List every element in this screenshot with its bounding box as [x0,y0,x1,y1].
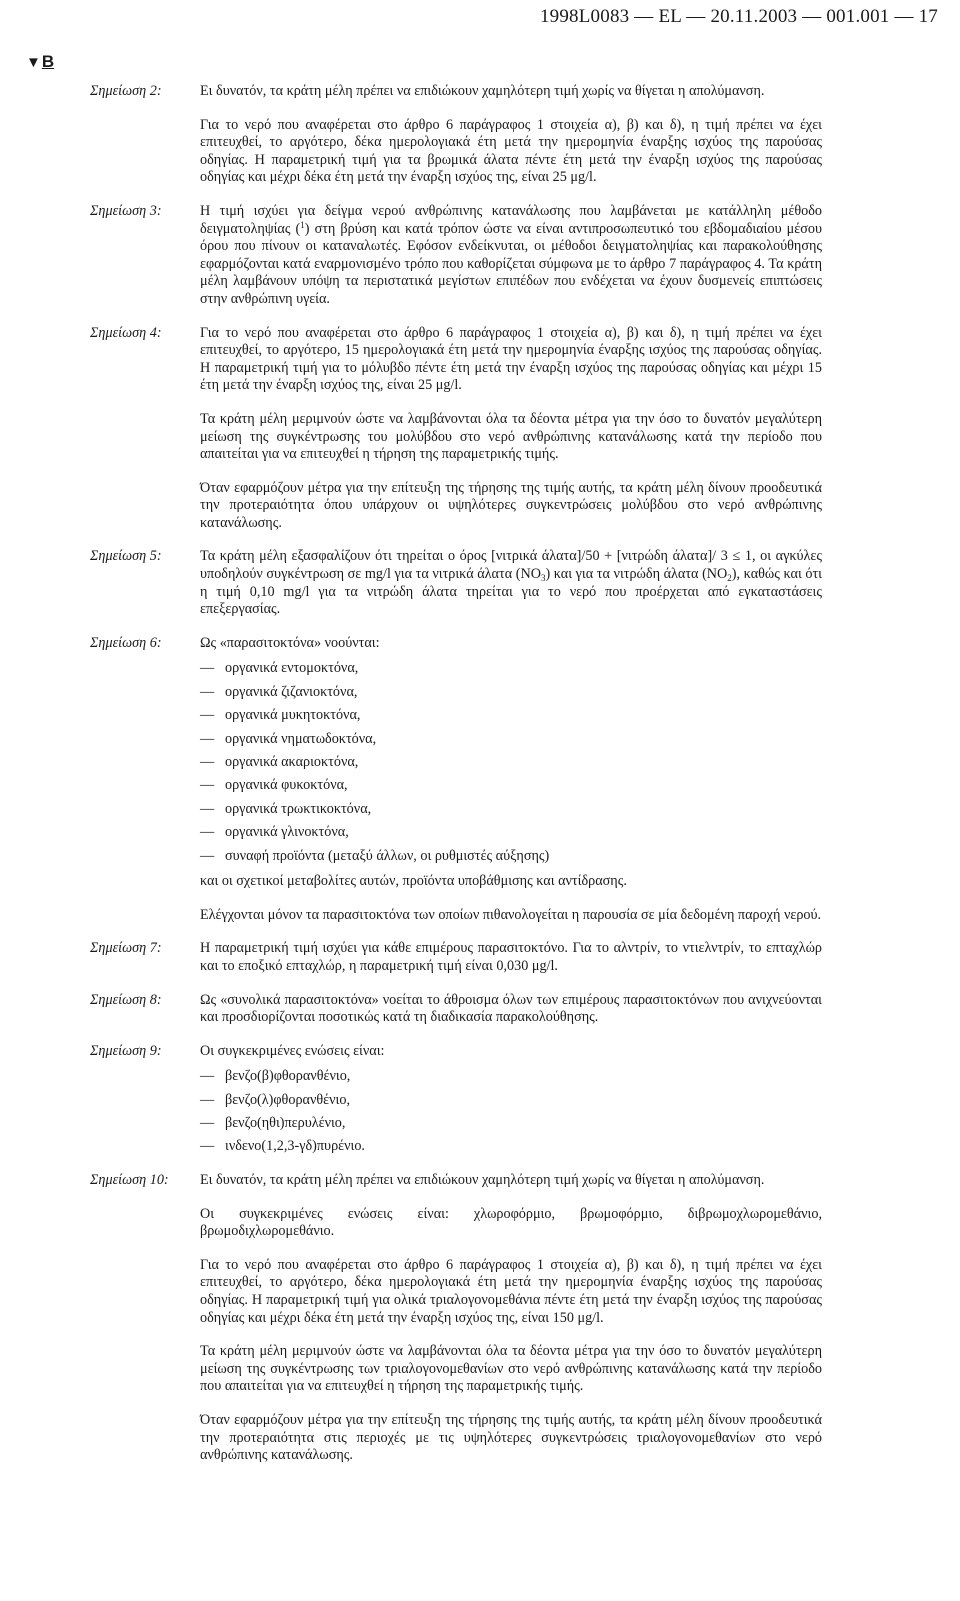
paragraph: και οι σχετικοί μεταβολίτες αυτών, προϊόντα υποβάθμισης και αντίδρασης. [200,873,627,890]
notes-section [0,83,960,1481]
note-body [200,203,822,309]
note-body [200,548,822,618]
list-item-text: οργανικά φυκοκτόνα, [225,777,348,794]
compound-list [200,1068,822,1156]
note-label: Σημείωση 2: [90,83,162,99]
note-2 [0,83,960,187]
text-run: ) στη βρύση και κατά τρόπον ώστε να είναι αντιπροσωπευτικό του εβδομαδιαίου μέσου όρου που πίνουν οι καταναλωτές. Εφόσον ενδείκνυται, οι μέθοδοι δειγματοληψίας και παρακολούθησης εφαρμόζονται κατά εναρμονισμένο τρόπο που καθορίζεται σύμφωνα με το άρθρο 7 παράγραφος 4. Τα κράτη μέλη λαμβάνουν υπόψη τα περιστατικά μεγίστων επιπέδων που ενδέχεται να έχουν δυσμενείς επιπτώσεις στην ανθρώπινη υγεία. [200,220,823,307]
note-body [200,1172,822,1465]
note-body [200,635,822,925]
text-run: ) και για τα νιτρώδη άλατα (NO [545,566,728,583]
note-6 [0,635,960,925]
subscript: 2 [727,573,732,584]
dash-bullet: — [200,1115,215,1132]
dash-bullet: — [200,707,215,724]
list-item [200,1092,822,1110]
dash-bullet: — [200,1138,215,1155]
list-item-text: οργανικά νηματωδοκτόνα, [225,730,377,747]
paragraph: Όταν εφαρμόζουν μέτρα για την επίτευξη της τήρησης της τιμής αυτής, τα κράτη μέλη δίνουν προοδευτικά την προτεραιότητα όπου υπάρχουν οι υψηλότερες συγκεντρώσεις μολύβδου στο νερό ανθρώπινης κατανάλωσης. [200,479,822,531]
paragraph [200,203,822,309]
note-label: Σημείωση 9: [90,1042,162,1059]
paragraph: Ει δυνατόν, τα κράτη μέλη πρέπει να επιδιώκουν χαμηλότερη τιμή χωρίς να θίγεται η απολύμανση. [200,1172,765,1189]
note-4 [0,325,960,533]
paragraph [200,548,822,618]
dash-bullet: — [200,754,215,770]
note-body [200,992,822,1027]
dash-bullet: — [200,730,215,747]
note-label: Σημείωση 3: [90,202,162,219]
note-body [200,940,822,975]
note-label: Σημείωση 6: [90,634,162,651]
list-item [200,660,822,678]
marker-letter: B [41,52,55,71]
note-10 [0,1172,960,1465]
note-label: Σημείωση 10: [90,1172,169,1189]
dash-bullet: — [200,777,215,794]
paragraph: Οι συγκεκριμένες ενώσεις είναι: [200,1042,385,1059]
paragraph: Ως «παρασιτοκτόνα» νοούνται: [200,634,380,651]
list-item [200,731,822,749]
dash-bullet: — [200,847,215,864]
triangle-down-icon: ▼ [26,53,41,71]
list-item-text: οργανικά εντομοκτόνα, [225,660,359,677]
list-item-text: ινδενο(1,2,3-γδ)πυρένιο. [225,1138,365,1155]
list-item [200,848,822,866]
note-body [200,83,822,187]
note-body [200,1043,822,1156]
note-label: Σημείωση 5: [90,548,162,565]
list-item-text: οργανικά γλινοκτόνα, [225,824,349,841]
list-item [200,1115,822,1133]
paragraph: Τα κράτη μέλη μεριμνούν ώστε να λαμβάνονται όλα τα δέοντα μέτρα για την όσο το δυνατόν μεγαλύτερη μείωση της συγκέντρωσης του μολύβδου στο νερό ανθρώπινης κατανάλωσης κατά την περίοδο που απαιτείται για να επιτευχθεί η τήρηση της παραμετρικής τιμής. [200,410,822,463]
dash-bullet: — [200,1068,215,1085]
paragraph: Όταν εφαρμόζουν μέτρα για την επίτευξη της τήρησης της τιμής αυτής, τα κράτη μέλη δίνουν προοδευτικά την προτεραιότητα στις περιοχές με τις υψηλότερες συγκεντρώσεις τριαλογονομεθανίων στο νερό ανθρώπινης κατανάλωσης. [200,1412,822,1464]
dash-bullet: — [200,800,215,817]
paragraph: Για το νερό που αναφέρεται στο άρθρο 6 παράγραφος 1 στοιχεία α), β) και δ), η τιμή πρέπει να έχει επιτευχθεί, το αργότερο, δέκα ημερολογιακά έτη μετά την ημερομηνία έναρξης ισχύος της παρούσας οδηγίας. Η παραμετρική τιμή για ολικά τριαλογονομεθάνια πέντε έτη μετά την έναρξη ισχύος της παρούσας οδηγίας και μέχρι δέκα έτη μετά την έναρξη ισχύος της, είναι 150 μg/l. [200,1256,822,1326]
paragraph: Οι συγκεκριμένες ενώσεις είναι: χλωροφόρμιο, βρωμοφόρμιο, διβρωμοχλωρομεθάνιο, βρωμοδιχλωρομεθάνιο. [200,1205,822,1240]
pesticide-list [200,660,822,865]
list-item-text: συναφή προϊόντα (μεταξύ άλλων, οι ρυθμιστές αύξησης) [225,847,550,864]
list-item-text: οργανικά μυκητοκτόνα, [225,707,361,724]
note-label: Σημείωση 7: [90,940,162,957]
paragraph: Ως «συνολικά παρασιτοκτόνα» νοείται το άθροισμα όλων των επιμέρους παρασιτοκτόνων που ανιχνεύονται και προσδιορίζονται ποσοτικώς κατά τη διαδικασία παρακολούθησης. [200,991,822,1026]
list-item-text: οργανικά ζιζανιοκτόνα, [225,683,358,700]
list-item-text: βενζο(λ)φθορανθένιο, [225,1091,350,1108]
list-item-text: οργανικά τρωκτικοκτόνα, [225,800,372,817]
note-5 [0,548,960,618]
note-9 [0,1043,960,1156]
dash-bullet: — [200,683,215,700]
list-item-text: βενζο(β)φθορανθένιο, [225,1068,351,1085]
list-item [200,824,822,842]
paragraph: Ελέγχονται μόνον τα παρασιτοκτόνα των οποίων πιθανολογείται η παρουσία σε μία δεδομένη παροχή νερού. [200,906,822,923]
text-run: ), καθώς και ότι η τιμή 0,10 mg/l για τα νιτρώδη άλατα τηρείται για το νερό που προέρχεται από εγκαταστάσεις επεξεργασίας. [200,566,822,618]
subscript: 3 [540,573,546,584]
note-3 [0,203,960,309]
note-label: Σημείωση 4: [90,324,162,341]
paragraph: Η παραμετρική τιμή ισχύει για κάθε επιμέρους παρασιτοκτόνο. Για το αλντρίν, το ντιελντρίν, το επταχλώρ και το εποξικό επταχλώρ, η παραμετρική τιμή είναι 0,030 μg/l. [200,940,822,974]
paragraph: Τα κράτη μέλη μεριμνούν ώστε να λαμβάνονται όλα τα δέοντα μέτρα για την όσο το δυνατόν μεγαλύτερη μείωση της συγκέντρωσης των τριαλογονομεθανίων στο νερό ανθρώπινης κατανάλωσης κατά την περίοδο που απαιτείται για να επιτευχθεί η τήρηση της παραμετρικής τιμής. [200,1343,822,1395]
text-run: Η τιμή ισχύει για δείγμα νερού ανθρώπινης κατανάλωσης που λαμβάνεται με κατάλληλη μέθοδο δειγματοληψίας ( [200,202,822,237]
list-item [200,801,822,819]
note-7 [0,940,960,975]
text-run: Τα κράτη μέλη εξασφαλίζουν ότι τηρείται ο όρος [νιτρικά άλατα]/50 + [νιτρώδη άλατα]/ 3 ≤ 1, οι αγκύλες υποδηλούν συγκέντρωση σε mg/l για τα νιτρικά άλατα (NO [200,548,822,583]
list-item-text: οργανικά ακαριοκτόνα, [225,754,359,770]
note-8 [0,992,960,1027]
amendment-marker [26,52,54,72]
paragraph: Ει δυνατόν, τα κράτη μέλη πρέπει να επιδιώκουν χαμηλότερη τιμή χωρίς να θίγεται η απολύμανση. [200,83,765,99]
list-item [200,684,822,702]
list-item [200,1138,822,1156]
dash-bullet: — [200,660,215,677]
paragraph: Για το νερό που αναφέρεται στο άρθρο 6 παράγραφος 1 στοιχεία α), β) και δ), η τιμή πρέπει να έχει επιτευχθεί, το αργότερο, 15 ημερολογιακά έτη μετά την ημερομηνία έναρξης ισχύος της παρούσας οδηγίας. Η παραμετρική τιμή για το μόλυβδο πέντε έτη μετά την έναρξη ισχύος της παρούσας οδηγίας και μέχρι 15 έτη μετά την έναρξη ισχύος της, είναι 25 μg/l. [200,324,822,394]
page-header: 1998L0083 — EL — 20.11.2003 — 001.001 — 17 [539,6,938,27]
dash-bullet: — [200,1091,215,1108]
footnote-ref: 1 [300,219,305,230]
dash-bullet: — [200,824,215,841]
note-label: Σημείωση 8: [90,991,162,1008]
list-item-text: βενζο(ηθι)περυλένιο, [225,1115,346,1132]
paragraph: Για το νερό που αναφέρεται στο άρθρο 6 παράγραφος 1 στοιχεία α), β) και δ), η τιμή πρέπει να έχει επιτευχθεί, το αργότερο, δέκα ημερολογιακά έτη μετά την ημερομηνία έναρξης ισχύος της παρούσας οδηγίας. Η παραμετρική τιμή για τα βρωμικά άλατα πέντε έτη μετά την έναρξη ισχύος της παρούσας οδηγίας και μέχρι δέκα έτη μετά την έναρξη ισχύος της, είναι 25 μg/l. [200,116,822,186]
note-body [200,325,822,533]
list-item [200,1068,822,1086]
list-item [200,754,822,772]
list-item [200,707,822,725]
list-item [200,777,822,795]
